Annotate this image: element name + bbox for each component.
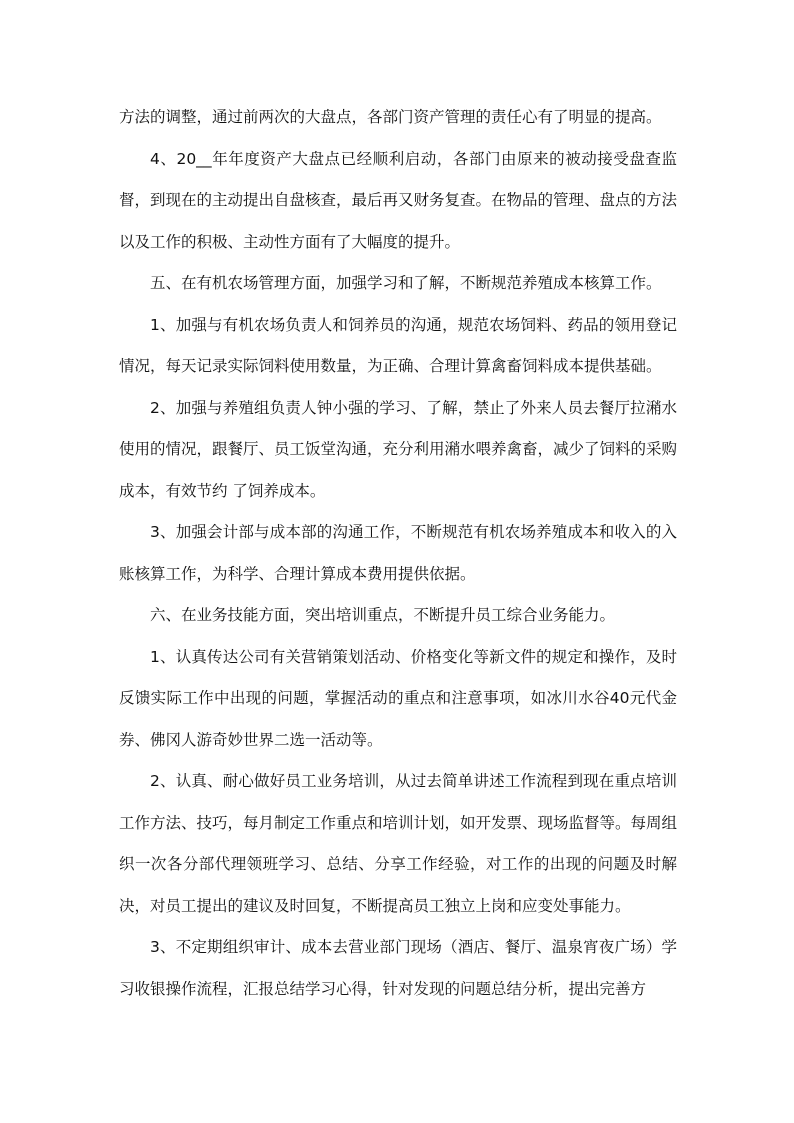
document-body [119, 97, 677, 1010]
paragraph-marketing-policy: 1、认真传达公司有关营销策划活动、价格变化等新文件的规定和操作，及时反馈实际工作中出现的问题，掌握活动的重点和注意事项，如冰川水谷40元代金券、佛冈人游奇妙世界二选一活动等。 [119, 647, 677, 749]
section-heading-organic-farm: 五、在有机农场管理方面，加强学习和了解，不断规范养殖成本核算工作。 [150, 274, 662, 292]
paragraph-accounting-cost: 3、加强会计部与成本部的沟通工作，不断规范有机农场养殖成本和收入的入账核算工作，为科学、合理计算成本费用提供依据。 [119, 523, 677, 583]
paragraph-asset-inventory: 4、20__年年度资产大盘点已经顺利启动，各部门由原来的被动接受盘查监督，到现在的主动提出自盘核查，最后再又财务复查。在物品的管理、盘点的方法以及工作的积极、主动性方面有了大幅度的提升。 [119, 149, 678, 251]
section-heading-business-skills: 六、在业务技能方面，突出培训重点，不断提升员工综合业务能力。 [150, 606, 616, 624]
paragraph-method-adjustment: 方法的调整，通过前两次的大盘点，各部门资产管理的责任心有了明显的提高。 [119, 108, 662, 126]
paragraph-breeding-group: 2、加强与养殖组负责人钟小强的学习、了解，禁止了外来人员去餐厅拉潲水使用的情况，跟餐厅、员工饭堂沟通，充分利用潲水喂养禽畜，减少了饲料的采购成本，有效节约 了饲养成本。 [119, 398, 678, 500]
paragraph-staff-training: 2、认真、耐心做好员工业务培训，从过去简单讲述工作流程到现在重点培训工作方法、技巧，每月制定工作重点和培训计划，如开发票、现场监督等。每周组织一次各分部代理领班学习、总结、分享工作经验，对工作的出现的问题及时解决，对员工提出的建议及时回复，不断提高员工独立上岗和应变处事能力。 [119, 772, 678, 915]
paragraph-farm-communication: 1、加强与有机农场负责人和饲养员的沟通，规范农场饲料、药品的领用登记情况，每天记录实际饲料使用数量，为正确、合理计算禽畜饲料成本提供基础。 [119, 315, 677, 375]
paragraph-audit-visits: 3、不定期组织审计、成本去营业部门现场（酒店、餐厅、温泉宵夜广场）学习收银操作流程，汇报总结学习心得，针对发现的问题总结分析，提出完善方 [119, 938, 677, 998]
